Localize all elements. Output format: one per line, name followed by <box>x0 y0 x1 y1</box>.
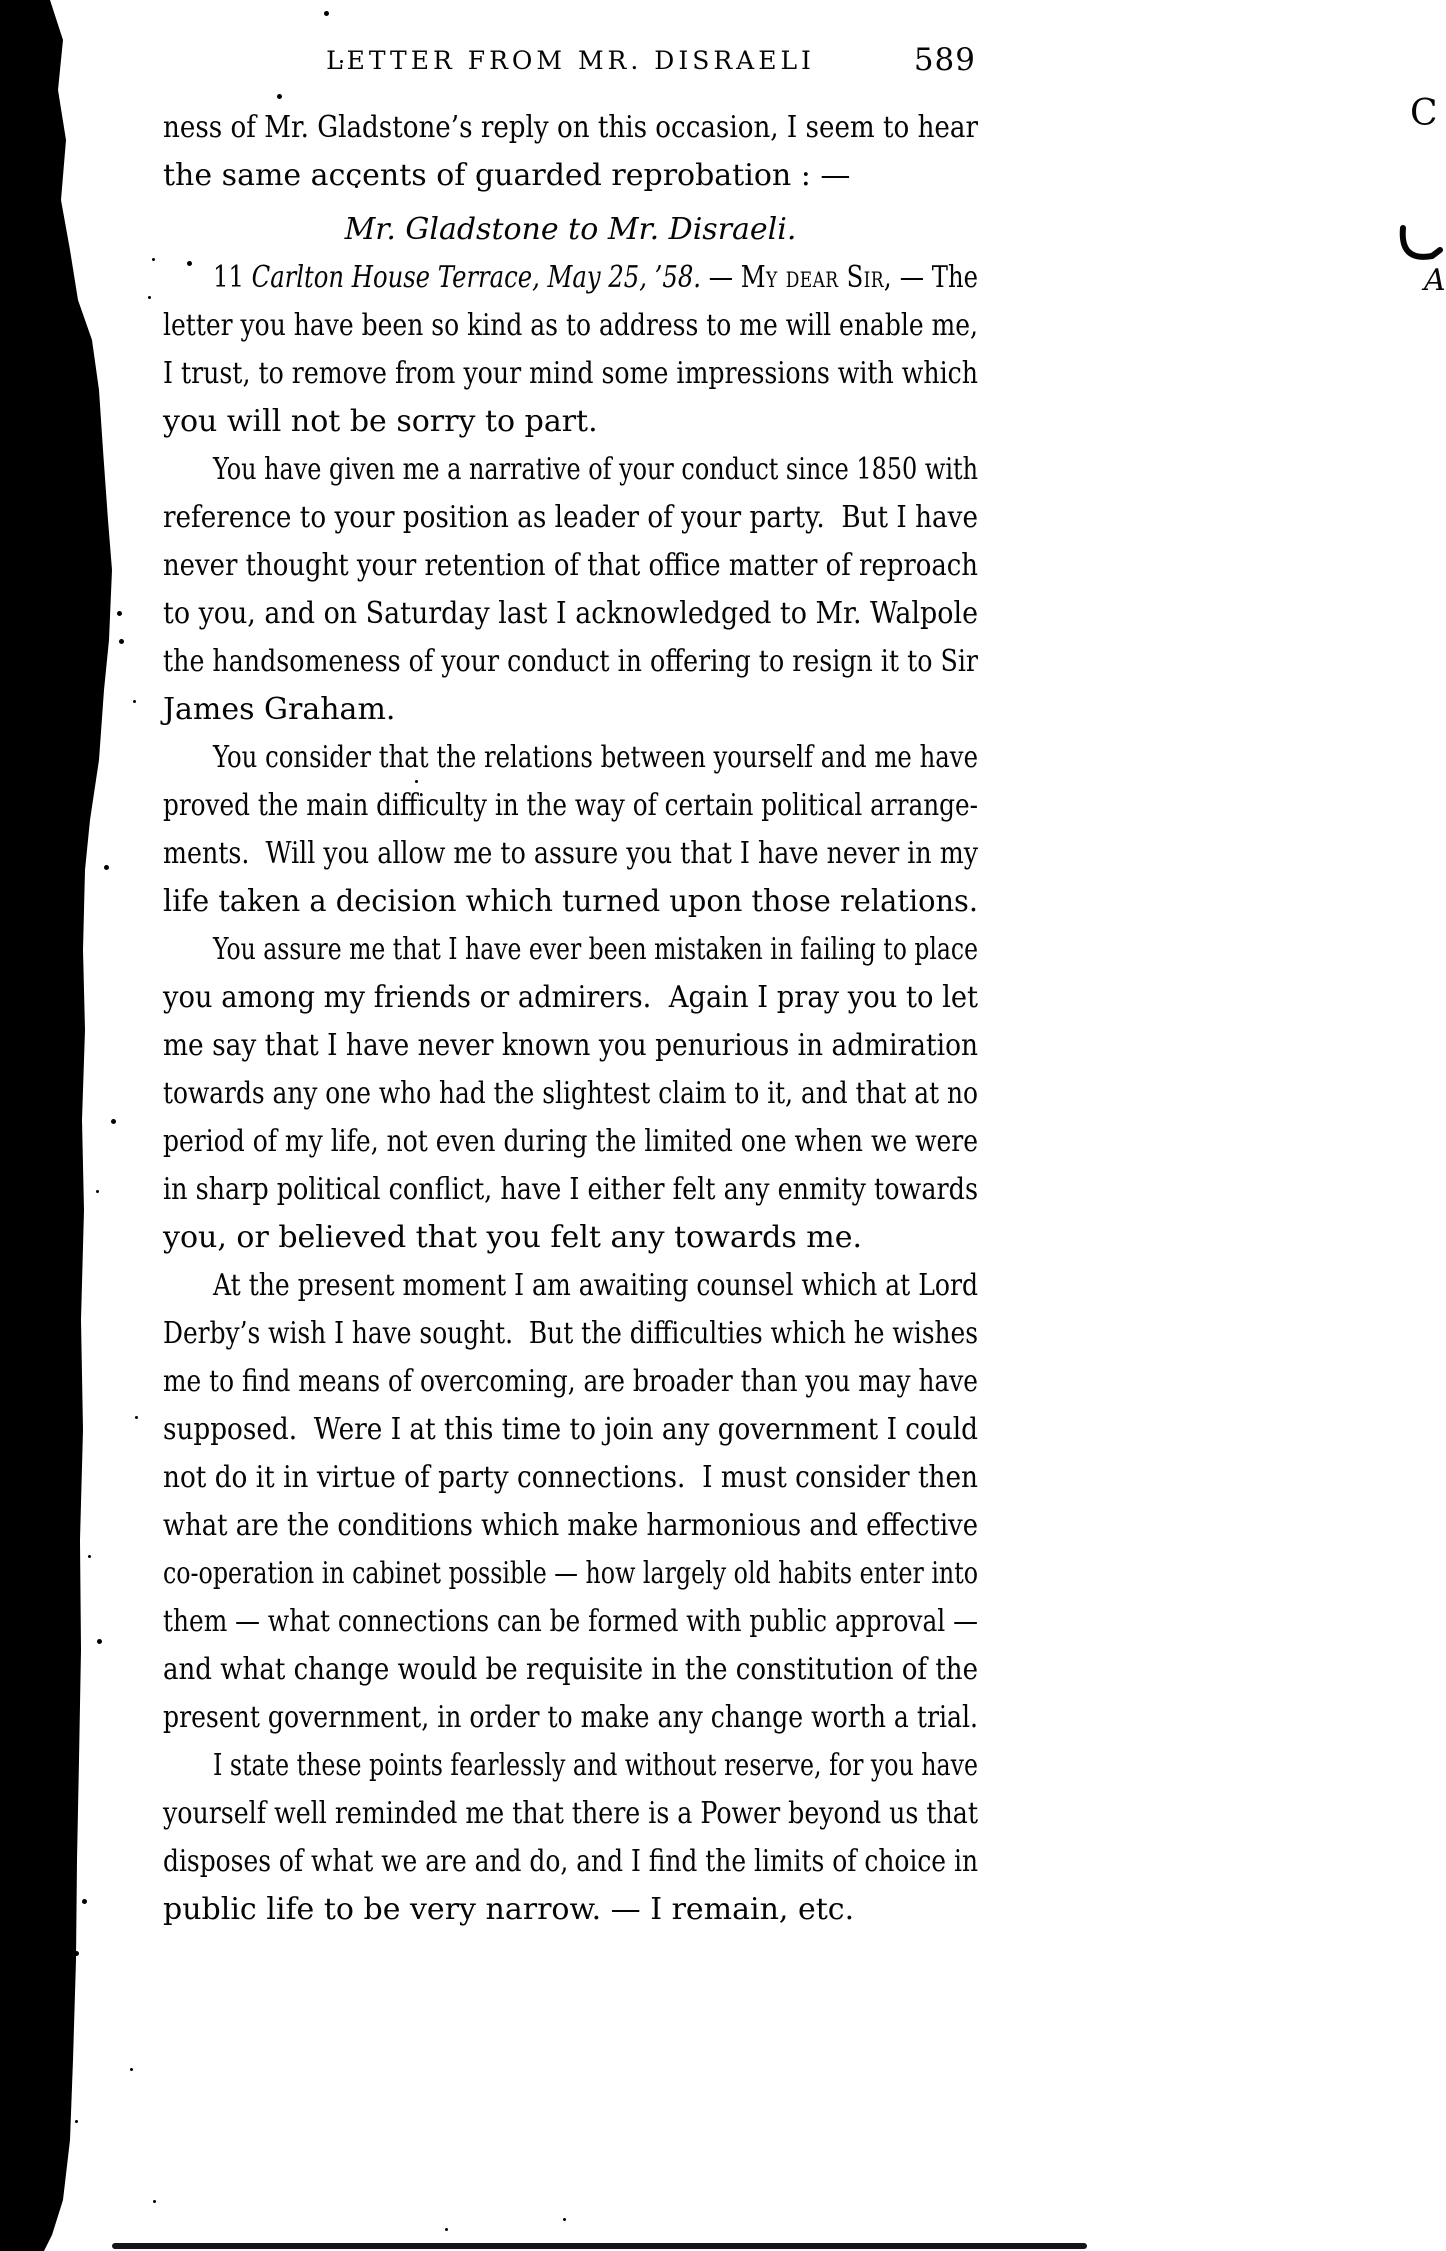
running-head <box>163 44 978 78</box>
text-line <box>163 1214 978 1262</box>
text-line <box>163 878 978 926</box>
text-line-content: Derby’s wish I have sought. But the difficulties which he wishes <box>163 1316 978 1351</box>
text-line-content: disposes of what we are and do, and I find the limits of choice in <box>163 1844 978 1879</box>
text-line <box>163 638 978 686</box>
text-line-content: ments. Will you allow me to assure you that I have never in my <box>163 836 978 871</box>
text-line <box>163 1598 978 1646</box>
text-line <box>163 974 978 1022</box>
text-line <box>163 1742 978 1790</box>
running-title: LETTER FROM MR. DISRAELI <box>326 46 815 75</box>
text-line <box>163 1646 978 1694</box>
margin-mark-a: A <box>1424 263 1446 298</box>
text-line <box>163 1406 978 1454</box>
text-line <box>163 494 978 542</box>
text-line-content: the handsomeness of your conduct in offering to resign it to Sir <box>163 644 978 679</box>
text-line <box>163 926 978 974</box>
text-line <box>163 1022 978 1070</box>
text-line-content: supposed. Were I at this time to join any government I could <box>163 1412 978 1447</box>
text-line <box>163 302 978 350</box>
text-line-content: public life to be very narrow. — I remain, etc. <box>163 1892 855 1927</box>
text-line-content: letter you have been so kind as to address to me will enable me, <box>163 308 978 343</box>
letter-salutation-heading: Mr. Gladstone to Mr. Disraeli. <box>344 212 797 247</box>
text-line-content: what are the conditions which make harmonious and effective <box>163 1508 978 1543</box>
page-number: 589 <box>913 42 976 78</box>
text-line-content: them — what connections can be formed with public approval — <box>163 1604 978 1639</box>
text-line <box>163 542 978 590</box>
text-line-content: You have given me a narrative of your conduct since 1850 with <box>213 452 978 487</box>
text-line-content: you will not be sorry to part. <box>163 404 598 439</box>
text-line <box>163 1694 978 1742</box>
text-line-content: 11 Carlton House Terrace, May 25, ’58. — My dear Sir, — The <box>213 260 978 295</box>
text-line-content: me to find means of overcoming, are broader than you may have <box>163 1364 978 1399</box>
text-line <box>163 830 978 878</box>
text-line-content: me say that I have never known you penurious in admiration <box>163 1028 978 1063</box>
text-column <box>163 0 978 1934</box>
text-line <box>163 1886 978 1934</box>
text-line <box>163 1502 978 1550</box>
text-line <box>163 1454 978 1502</box>
text-line <box>163 398 978 446</box>
text-line-content: yourself well reminded me that there is a Power beyond us that <box>163 1796 978 1831</box>
bottom-scan-edge-line <box>112 2243 1087 2249</box>
text-line <box>163 104 978 152</box>
intro-paragraph <box>163 104 978 200</box>
text-line <box>163 1310 978 1358</box>
text-line <box>163 446 978 494</box>
text-line-content: the same accents of guarded reprobation : — <box>163 158 851 193</box>
text-line-content: I state these points fearlessly and without reserve, for you have <box>213 1748 978 1783</box>
text-line <box>163 254 978 302</box>
text-line <box>163 152 978 200</box>
text-line-content: James Graham. <box>163 692 396 727</box>
text-line <box>163 782 978 830</box>
text-line-content: you, or believed that you felt any towards me. <box>163 1220 863 1255</box>
text-line-content: life taken a decision which turned upon those relations. <box>163 884 978 919</box>
text-line <box>163 1550 978 1598</box>
text-line <box>163 1262 978 1310</box>
text-line <box>163 1358 978 1406</box>
text-line-content: present government, in order to make any change worth a trial. <box>163 1700 978 1735</box>
text-line <box>163 350 978 398</box>
text-line-content: proved the main difficulty in the way of certain political arrange- <box>163 788 978 823</box>
text-line-content: You consider that the relations between yourself and me have <box>213 740 978 775</box>
text-line <box>163 1790 978 1838</box>
text-line <box>163 1070 978 1118</box>
text-line <box>163 686 978 734</box>
text-line-content: in sharp political conflict, have I either felt any enmity towards <box>163 1172 978 1207</box>
text-line-content: never thought your retention of that office matter of reproach <box>163 548 978 583</box>
text-line-content: not do it in virtue of party connections. I must consider then <box>163 1460 978 1495</box>
text-line-content: You assure me that I have ever been mistaken in failing to place <box>213 932 978 967</box>
letter-body <box>163 254 978 1934</box>
text-line <box>163 1838 978 1886</box>
text-line-content: towards any one who had the slightest claim to it, and that at no <box>163 1076 978 1111</box>
text-line <box>163 590 978 638</box>
text-line-content: I trust, to remove from your mind some impressions with which <box>163 356 978 391</box>
text-line-content: you among my friends or admirers. Again I pray you to let <box>163 980 978 1015</box>
text-line-content: period of my life, not even during the limited one when we were <box>163 1124 978 1159</box>
text-line-content: and what change would be requisite in the constitution of the <box>163 1652 978 1687</box>
text-line-content: At the present moment I am awaiting counsel which at Lord <box>213 1268 978 1303</box>
text-line-content: ness of Mr. Gladstone’s reply on this occasion, I seem to hear <box>163 110 978 145</box>
scan-noise-specks <box>0 0 3 3</box>
binding-shadow-artifact <box>0 0 130 2251</box>
text-line-content: co-operation in cabinet possible — how largely old habits enter into <box>163 1556 978 1591</box>
text-line <box>163 1166 978 1214</box>
margin-mark-c: C <box>1410 93 1438 134</box>
text-line <box>163 734 978 782</box>
text-line <box>163 1118 978 1166</box>
text-line-content: reference to your position as leader of your party. But I have <box>163 500 978 535</box>
text-line-content: to you, and on Saturday last I acknowledged to Mr. Walpole <box>163 596 978 631</box>
